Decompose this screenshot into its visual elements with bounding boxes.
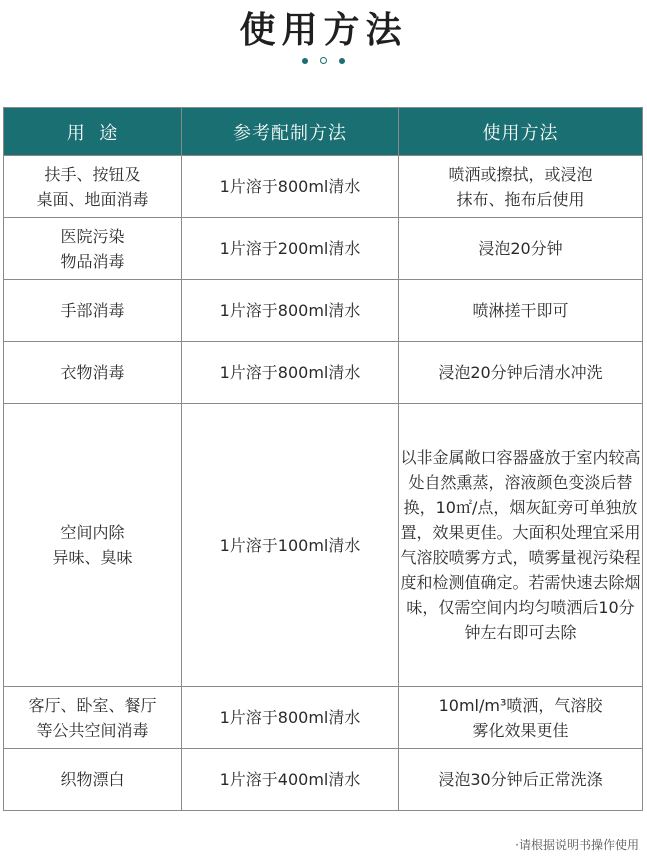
cell-method: 浸泡20分钟 [399, 218, 643, 280]
cell-use: 织物漂白 [4, 749, 182, 811]
cell-dose: 1片溶于800ml清水 [182, 280, 399, 342]
cell-use: 医院污染 物品消毒 [4, 218, 182, 280]
cell-dose: 1片溶于100ml清水 [182, 404, 399, 687]
cell-method: 浸泡30分钟后正常洗涤 [399, 749, 643, 811]
header-use: 用 途 [4, 108, 182, 156]
cell-method: 喷淋搓干即可 [399, 280, 643, 342]
table-row [4, 687, 643, 749]
cell-use: 手部消毒 [4, 280, 182, 342]
usage-table [3, 107, 643, 811]
cell-use: 衣物消毒 [4, 342, 182, 404]
header-method: 使用方法 [399, 108, 643, 156]
cell-method: 喷洒或擦拭，或浸泡 抹布、拖布后使用 [399, 156, 643, 218]
cell-use: 空间内除 异味、臭味 [4, 404, 182, 687]
footnote: ·请根据说明书操作使用 [515, 838, 639, 852]
cell-method: 10ml/m³喷洒，气溶胶 雾化效果更佳 [399, 687, 643, 749]
table-row [4, 280, 643, 342]
cell-dose: 1片溶于800ml清水 [182, 156, 399, 218]
dot-left [302, 58, 308, 64]
cell-method: 以非金属敞口容器盛放于室内较高处自然熏蒸，溶液颜色变淡后替换，10㎡/点，烟灰缸旁可单独放置，效果更佳。大面积处理宜采用气溶胶喷雾方式，喷雾量视污染程度和检测值确定。若需快速去除烟味，仅需空间内均匀喷洒后10分钟左右即可去除 [399, 404, 643, 687]
table-row [4, 749, 643, 811]
header-dose: 参考配制方法 [182, 108, 399, 156]
cell-dose: 1片溶于400ml清水 [182, 749, 399, 811]
table-row [4, 156, 643, 218]
dot-middle [320, 57, 327, 64]
page-title: 使用方法 [239, 9, 408, 51]
cell-use: 客厅、卧室、餐厅 等公共空间消毒 [4, 687, 182, 749]
cell-dose: 1片溶于200ml清水 [182, 218, 399, 280]
table-row [4, 342, 643, 404]
dot-right [339, 58, 345, 64]
cell-use: 扶手、按钮及 桌面、地面消毒 [4, 156, 182, 218]
title-dots [0, 57, 647, 64]
table-header-row [4, 108, 643, 156]
table-row [4, 218, 643, 280]
table-row [4, 404, 643, 687]
cell-method: 浸泡20分钟后清水冲洗 [399, 342, 643, 404]
cell-dose: 1片溶于800ml清水 [182, 342, 399, 404]
cell-dose: 1片溶于800ml清水 [182, 687, 399, 749]
